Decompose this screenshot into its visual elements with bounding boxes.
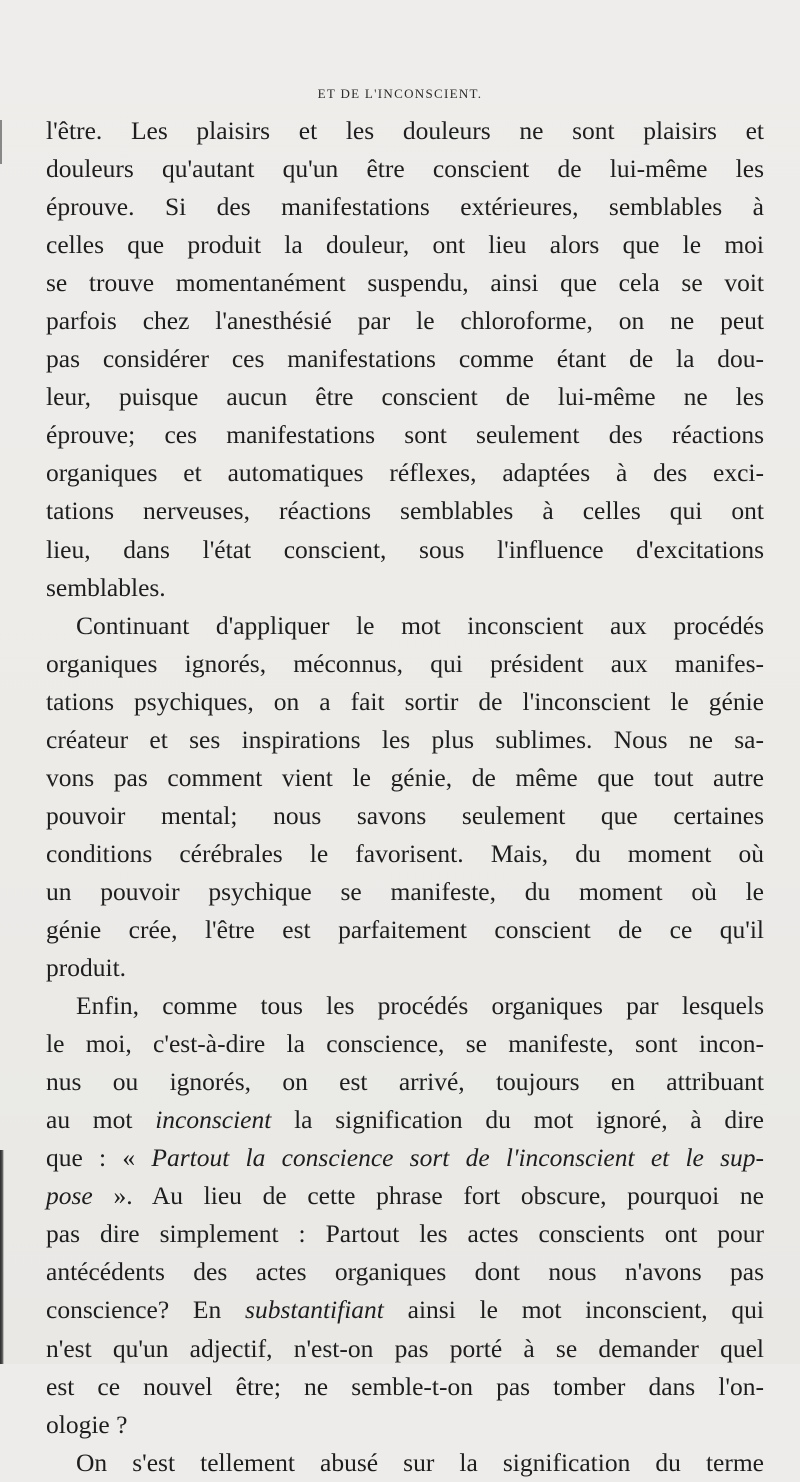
paragraph-start-line: Enfin, comme tous les procédés organiques par lesquels xyxy=(76,991,764,1021)
text-line: est ce nouvel être; ne semble-t-on pas tomber dans l'on- xyxy=(46,1371,764,1401)
text-line: semblables. xyxy=(46,572,166,602)
text-line: lieu, dans l'état conscient, sous l'influence d'excitations xyxy=(46,534,764,564)
text-run: que : « xyxy=(46,1143,136,1173)
page-edge-shadow xyxy=(0,1150,4,1364)
text-line: éprouve; ces manifestations sont seulement des réactions xyxy=(46,420,764,450)
text-run: ». Au lieu de cette phrase fort obscure, pourquoi ne xyxy=(113,1181,765,1211)
text-line: vons pas comment vient le génie, de même que tout autre xyxy=(46,762,764,792)
text-line: organiques et automatiques réflexes, adaptées à des exci- xyxy=(46,458,764,488)
text-run: la signification du mot ignoré, à dire xyxy=(294,1105,764,1135)
text-line: douleurs qu'autant qu'un être conscient de lui-même les xyxy=(46,154,764,184)
italic-term: substantifiant xyxy=(245,1295,384,1325)
text-line: produit. xyxy=(46,953,127,983)
text-line: l'être. Les plaisirs et les douleurs ne sont plaisirs et xyxy=(46,116,764,145)
text-line: antécédents des actes organiques dont nous n'avons pas xyxy=(46,1257,764,1287)
text-line: un pouvoir psychique se manifeste, du moment où le xyxy=(46,876,764,906)
page-edge-mark xyxy=(0,120,2,164)
text-line: pas dire simplement : Partout les actes conscients ont pour xyxy=(46,1219,764,1249)
italic-quotation-end: pose xyxy=(46,1181,93,1211)
text-line: le moi, c'est-à-dire la conscience, se manifeste, sont incon- xyxy=(46,1029,764,1059)
text-line: ologie ? xyxy=(46,1409,128,1439)
text-line xyxy=(46,1291,764,1329)
text-line: tations nerveuses, réactions semblables à celles qui ont xyxy=(46,496,764,526)
text-line: tations psychiques, on a fait sortir de l'inconscient le génie xyxy=(46,686,764,716)
text-line: pas considérer ces manifestations comme étant de la dou- xyxy=(46,344,764,374)
italic-term: inconscient xyxy=(155,1105,272,1135)
text-line: nus ou ignorés, on est arrivé, toujours en attribuant xyxy=(46,1067,764,1097)
text-line xyxy=(46,1101,764,1139)
paragraph-start-line: Continuant d'appliquer le mot inconscient aux procédés xyxy=(76,610,764,640)
text-run: ainsi le mot inconscient, qui xyxy=(407,1295,765,1325)
text-line xyxy=(46,1177,764,1215)
text-line: celles que produit la douleur, ont lieu alors que le moi xyxy=(46,230,764,260)
text-run: au mot xyxy=(46,1105,133,1135)
italic-quotation: Partout la conscience sort de l'inconscient et le sup- xyxy=(151,1143,765,1173)
text-run: conscience? En xyxy=(46,1295,222,1325)
body-text xyxy=(46,112,764,1482)
text-line: pouvoir mental; nous savons seulement que certaines xyxy=(46,800,764,830)
text-line: leur, puisque aucun être conscient de lui-même ne les xyxy=(46,382,764,412)
text-line: n'est qu'un adjectif, n'est-on pas porté à se demander quel xyxy=(46,1333,764,1363)
text-line: se trouve momentanément suspendu, ainsi que cela se voit xyxy=(46,268,764,298)
running-head: ET DE L'INCONSCIENT. xyxy=(317,86,483,101)
text-line xyxy=(46,1139,764,1177)
paragraph-start-line: On s'est tellement abusé sur la signification du terme xyxy=(76,1447,764,1477)
text-line: éprouve. Si des manifestations extérieures, semblables à xyxy=(46,192,764,222)
text-line: organiques ignorés, méconnus, qui président aux manifes- xyxy=(46,648,764,678)
text-line: génie crée, l'être est parfaitement conscient de ce qu'il xyxy=(46,914,764,944)
text-line: parfois chez l'anesthésié par le chloroforme, on ne peut xyxy=(46,306,764,336)
text-line: créateur et ses inspirations les plus sublimes. Nous ne sa- xyxy=(46,724,764,754)
text-line: conditions cérébrales le favorisent. Mais, du moment où xyxy=(46,838,764,868)
